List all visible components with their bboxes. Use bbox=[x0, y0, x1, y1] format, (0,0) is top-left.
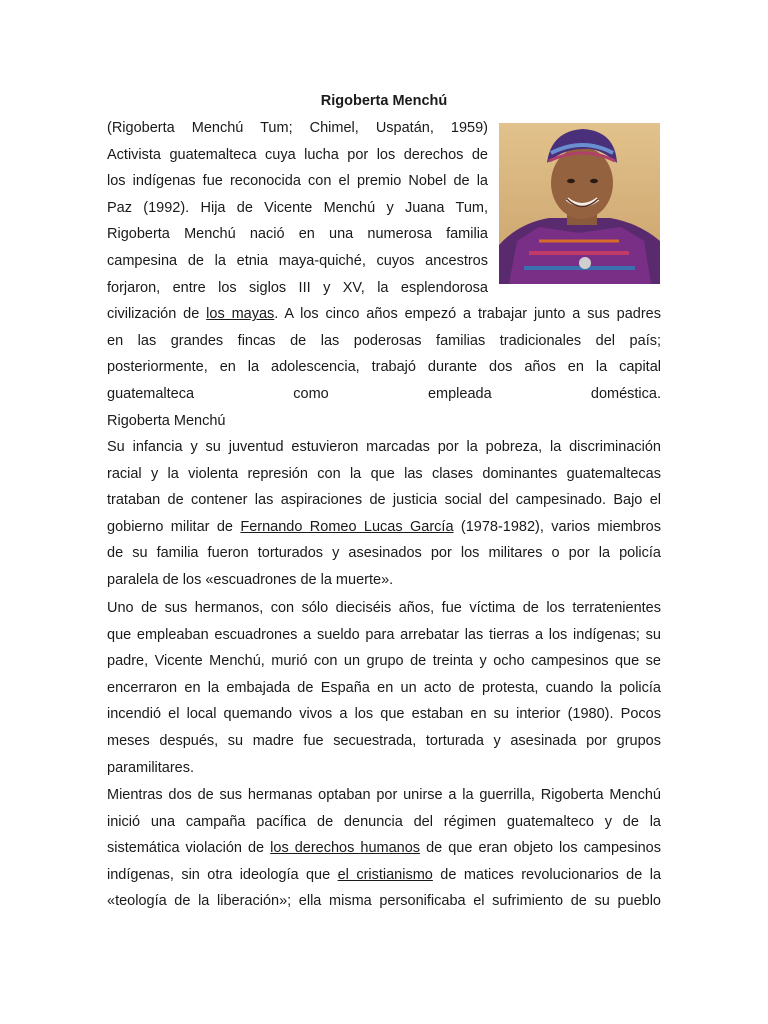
text-line: Rigoberta Menchú nació en una numerosa familia bbox=[107, 226, 488, 243]
text-line: Paz (1992). Hija de Vicente Menchú y Juana Tum, bbox=[107, 199, 488, 216]
text-segment: . A los cinco años empezó a trabajar junto a sus padres bbox=[274, 306, 661, 323]
paragraph-intro bbox=[107, 115, 661, 434]
link-los-mayas[interactable]: los mayas bbox=[206, 306, 275, 323]
text-segment: indígenas, sin otra ideología que bbox=[107, 866, 338, 883]
text-line: racial y la violenta represión con la que las clases dominantes guatemaltecas bbox=[107, 465, 661, 482]
text-line: trataban de contener las aspiraciones de justicia social del campesinado. Bajo el bbox=[107, 492, 661, 509]
text-line: Activista guatemalteca cuya lucha por los derechos de bbox=[107, 146, 488, 163]
paragraph-campana bbox=[107, 782, 661, 915]
text-line: padre, Vicente Menchú, murió con un grupo de treinta y ocho campesinos que se bbox=[107, 653, 661, 670]
text-line: inició una campaña pacífica de denuncia del régimen guatemalteco y de la bbox=[107, 813, 661, 830]
text-line: posteriormente, en la adolescencia, trabajó durante dos años en la capital bbox=[107, 359, 661, 376]
text-line bbox=[107, 835, 661, 862]
text-line: de su familia fueron torturados y asesinados por los militares o por la policía bbox=[107, 545, 661, 562]
text-segment: (1978-1982), varios miembros bbox=[453, 518, 661, 535]
text-line: Su infancia y su juventud estuvieron marcadas por la pobreza, la discriminación bbox=[107, 439, 661, 455]
text-line: encerraron en la embajada de España en un acto de protesta, cuando la policía bbox=[107, 679, 661, 696]
text-line bbox=[107, 862, 661, 889]
text-line: incendió el local quemando vivos a los que estaban en su interior (1980). Pocos bbox=[107, 706, 661, 723]
text-line: (Rigoberta Menchú Tum; Chimel, Uspatán, 1959) bbox=[107, 120, 488, 136]
text-line: campesina de la etnia maya-quiché, cuyos ancestros bbox=[107, 252, 488, 269]
text-line: guatemalteca como empleada doméstica. bbox=[107, 385, 661, 402]
link-fernando-romeo-lucas-garcia[interactable]: Fernando Romeo Lucas García bbox=[240, 518, 454, 535]
link-los-derechos-humanos[interactable]: los derechos humanos bbox=[270, 840, 421, 857]
text-line: en las grandes fincas de las poderosas familias tradicionales del país; bbox=[107, 332, 661, 349]
text-line: forjaron, entre los siglos III y XV, la esplendorosa bbox=[107, 279, 488, 296]
text-segment: de que eran objeto los campesinos bbox=[420, 840, 661, 857]
text-line: meses después, su madre fue secuestrada, torturada y asesinada por grupos bbox=[107, 732, 661, 749]
text-line: paralela de los «escuadrones de la muerte». bbox=[107, 571, 394, 588]
document-title: Rigoberta Menchú bbox=[320, 93, 448, 109]
text-segment: sistemática violación de bbox=[107, 840, 271, 857]
text-line: los indígenas fue reconocida con el premio Nobel de la bbox=[107, 173, 488, 190]
text-line bbox=[107, 301, 661, 328]
paragraph-hermanos bbox=[107, 595, 661, 781]
text-line: «teología de la liberación»; ella misma personificaba el sufrimiento de su pueblo bbox=[107, 893, 661, 910]
text-line: paramilitares. bbox=[107, 759, 195, 776]
text-segment: gobierno militar de bbox=[107, 518, 241, 535]
text-segment: civilización de bbox=[107, 306, 207, 323]
text-segment: de matices revolucionarios de la bbox=[432, 866, 662, 883]
text-line: Mientras dos de sus hermanas optaban por unirse a la guerrilla, Rigoberta Menchú bbox=[107, 787, 661, 803]
text-line: Rigoberta Menchú bbox=[107, 412, 226, 429]
text-line bbox=[107, 514, 661, 541]
text-line: Uno de sus hermanos, con sólo dieciséis años, fue víctima de los terratenientes bbox=[107, 600, 661, 616]
text-line: que empleaban escuadrones a sueldo para arrebatar las tierras a los indígenas; su bbox=[107, 626, 661, 643]
link-el-cristianismo[interactable]: el cristianismo bbox=[337, 866, 433, 883]
paragraph-infancia bbox=[107, 434, 661, 594]
